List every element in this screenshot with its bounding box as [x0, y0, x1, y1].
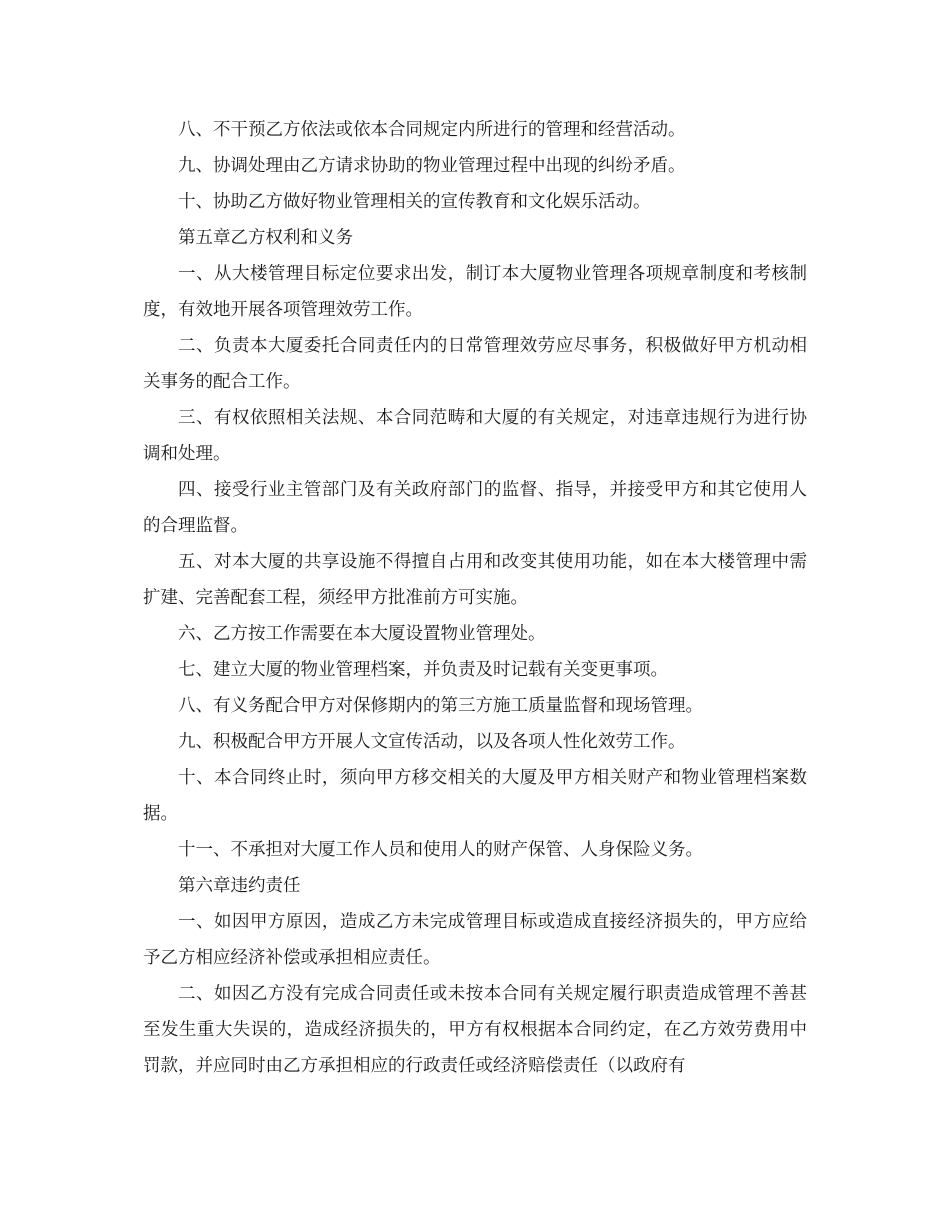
chapter-6-heading: 第六章违约责任	[178, 876, 301, 896]
paragraph-ch5-item-6: 六、乙方按工作需要在本大厦设置物业管理处。	[178, 624, 546, 644]
paragraph-ch5-item-8: 八、有义务配合甲方对保修期内的第三方施工质量监督和现场管理。	[178, 696, 703, 716]
paragraph-ch6-item-2: 二、如因乙方没有完成合同责任或未按本合同有关规定履行职责造成管理不善甚至发生重大失误的，造成经济损失的，甲方有权根据本合同约定，在乙方效劳费用中罚款，并应同时由乙方承担相应的行政责任或经济赔偿责任（以政府有	[143, 984, 807, 1076]
paragraph-ch5-item-7: 七、建立大厦的物业管理档案，并负责及时记载有关变更事项。	[178, 660, 668, 680]
paragraph-ch5-item-3: 三、有权依照相关法规、本合同范畴和大厦的有关规定，对违章违规行为进行协调和处理。	[143, 408, 807, 464]
paragraph-ch5-item-1: 一、从大楼管理目标定位要求出发，制订本大厦物业管理各项规章制度和考核制度，有效地开展各项管理效劳工作。	[143, 264, 807, 320]
paragraph-ch5-item-10: 十、本合同终止时，须向甲方移交相关的大厦及甲方相关财产和物业管理档案数据。	[143, 768, 807, 824]
document-body	[143, 112, 807, 1084]
paragraph-ch6-item-1: 一、如因甲方原因，造成乙方未完成管理目标或造成直接经济损失的，甲方应给予乙方相应经济补偿或承担相应责任。	[143, 912, 807, 968]
paragraph-item-8: 八、不干预乙方依法或依本合同规定内所进行的管理和经营活动。	[178, 120, 686, 140]
paragraph-ch5-item-11: 十一、不承担对大厦工作人员和使用人的财产保管、人身保险义务。	[178, 840, 703, 860]
paragraph-item-9: 九、协调处理由乙方请求协助的物业管理过程中出现的纠纷矛盾。	[178, 156, 686, 176]
paragraph-ch5-item-5: 五、对本大厦的共享设施不得擅自占用和改变其使用功能，如在本大楼管理中需扩建、完善配套工程，须经甲方批准前方可实施。	[143, 552, 807, 608]
paragraph-ch5-item-9: 九、积极配合甲方开展人文宣传活动，以及各项人性化效劳工作。	[178, 732, 686, 752]
chapter-5-heading: 第五章乙方权利和义务	[178, 228, 353, 248]
paragraph-ch5-item-4: 四、接受行业主管部门及有关政府部门的监督、指导，并接受甲方和其它使用人的合理监督。	[143, 480, 807, 536]
paragraph-item-10: 十、协助乙方做好物业管理相关的宣传教育和文化娱乐活动。	[178, 192, 651, 212]
paragraph-ch5-item-2: 二、负责本大厦委托合同责任内的日常管理效劳应尽事务，积极做好甲方机动相关事务的配合工作。	[143, 336, 807, 392]
